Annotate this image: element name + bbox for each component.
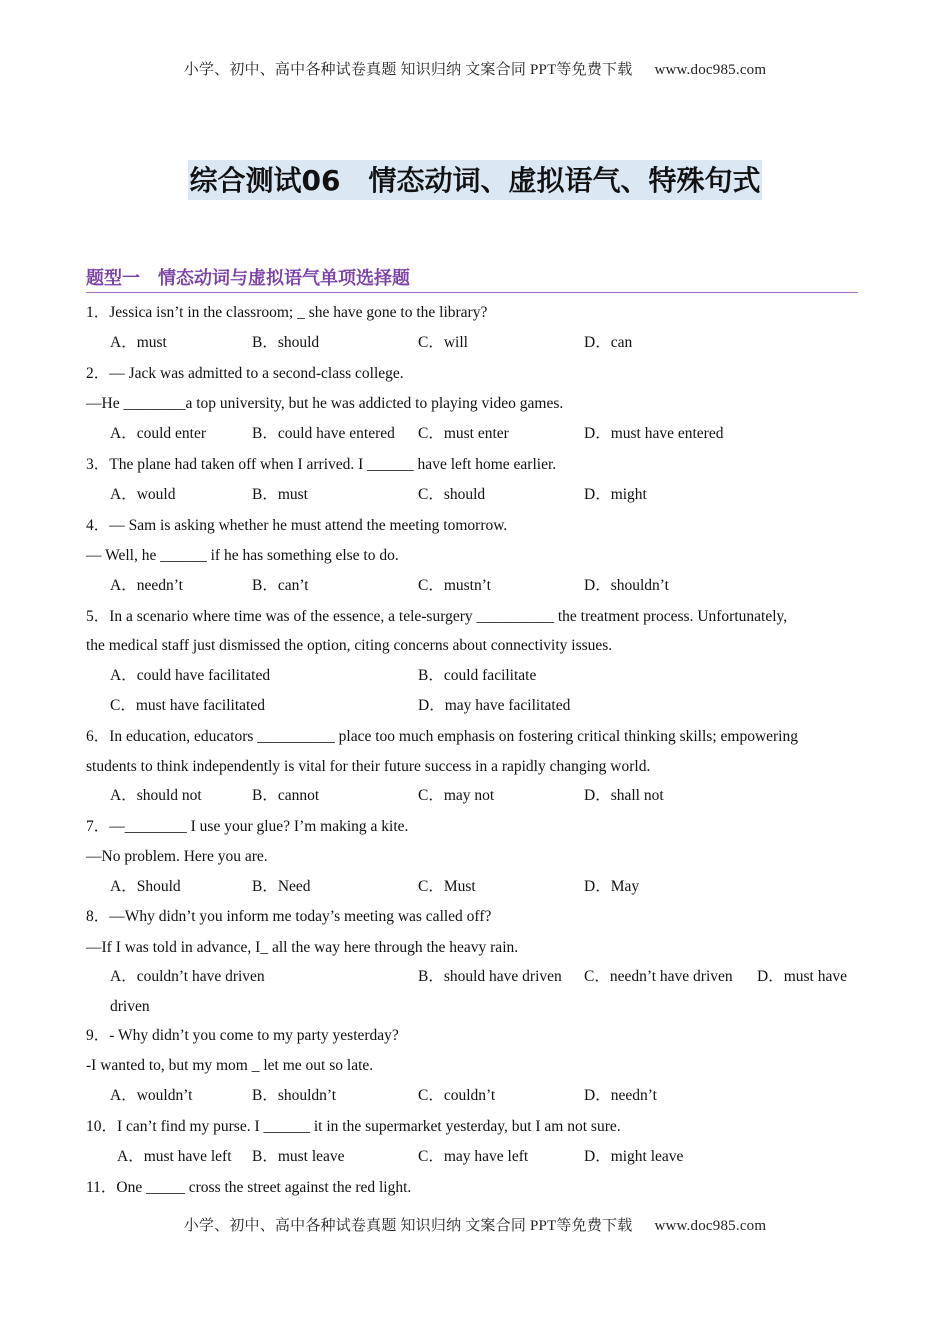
page-footer <box>0 1214 950 1235</box>
question-9-reply: -I wanted to, but my mom _ let me out so late. <box>86 1057 374 1074</box>
q2-option-c: C．must enter <box>418 425 509 442</box>
q5-option-d: D．may have facilitated <box>418 697 571 714</box>
q5-option-b: B．could facilitate <box>418 667 537 684</box>
q6-option-a: A．should not <box>110 787 202 804</box>
q2-option-d: D．must have entered <box>584 425 724 442</box>
q7-option-b: B．Need <box>252 878 311 895</box>
q10-option-b: B．must leave <box>252 1148 345 1165</box>
q4-option-d: D．shouldn’t <box>584 577 669 594</box>
q7-option-d: D．May <box>584 878 640 895</box>
q2-option-a: A．could enter <box>110 425 206 442</box>
question-8-stem: 8．—Why didn’t you inform me today’s meeting was called off? <box>86 908 492 925</box>
q10-option-c: C．may have left <box>418 1148 529 1165</box>
q3-option-a: A．would <box>110 486 176 503</box>
q9-option-d: D．needn’t <box>584 1087 657 1104</box>
q6-option-c: C．may not <box>418 787 495 804</box>
question-10-stem: 10．I can’t find my purse. I ______ it in the supermarket yesterday, but I am not sure. <box>86 1118 621 1135</box>
question-5-stem-cont: the medical staff just dismissed the option, citing concerns about connectivity issues. <box>86 637 613 654</box>
q10-option-d: D．might leave <box>584 1148 684 1165</box>
q8-option-b: B．should have driven <box>418 968 562 985</box>
q5-option-a: A．could have facilitated <box>110 667 271 684</box>
title-text: 综合测试06 情态动词、虚拟语气、特殊句式 <box>188 160 763 200</box>
q2-option-b: B．could have entered <box>252 425 395 442</box>
q9-option-b: B．shouldn’t <box>252 1087 337 1104</box>
question-6-stem: 6．In education, educators __________ place too much emphasis on fostering critical thinking skills; empowering <box>86 728 798 745</box>
section-heading: 题型一 情态动词与虚拟语气单项选择题 <box>86 264 858 293</box>
header-site: www.doc985.com <box>654 62 767 78</box>
question-7-reply: —No problem. Here you are. <box>86 848 268 865</box>
q7-option-a: A．Should <box>110 878 181 895</box>
question-7-stem: 7．—________ I use your glue? I’m making a kite. <box>86 818 409 835</box>
q4-option-a: A．needn’t <box>110 577 183 594</box>
page-header <box>0 58 950 79</box>
question-9-stem: 9．- Why didn’t you come to my party yesterday? <box>86 1027 399 1044</box>
q8-option-d-cont: driven <box>110 998 150 1015</box>
q8-option-d: D．must have <box>757 968 847 985</box>
q8-option-c: C．needn’t have driven <box>584 968 733 985</box>
page-title <box>0 160 950 200</box>
q6-option-b: B．cannot <box>252 787 320 804</box>
q3-option-b: B．must <box>252 486 308 503</box>
question-4-stem: 4．— Sam is asking whether he must attend the meeting tomorrow. <box>86 517 508 534</box>
q1-option-a: A．must <box>110 334 167 351</box>
q1-option-c: C．will <box>418 334 468 351</box>
q4-option-c: C．mustn’t <box>418 577 491 594</box>
q10-option-a: A．must have left <box>117 1148 232 1165</box>
footer-text: 小学、初中、高中各种试卷真题 知识归纳 文案合同 PPT等免费下载 <box>183 1218 633 1234</box>
q6-option-d: D．shall not <box>584 787 664 804</box>
question-3-stem: 3．The plane had taken off when I arrived. I ______ have left home earlier. <box>86 456 557 473</box>
q8-option-a: A．couldn’t have driven <box>110 968 265 985</box>
question-4-reply: — Well, he ______ if he has something else to do. <box>86 547 399 564</box>
question-8-reply: —If I was told in advance, I_ all the way here through the heavy rain. <box>86 939 519 956</box>
question-6-stem-cont: students to think independently is vital for their future success in a rapidly changing world. <box>86 758 651 775</box>
question-2-reply: —He ________a top university, but he was addicted to playing video games. <box>86 395 564 412</box>
q9-option-c: C．couldn’t <box>418 1087 496 1104</box>
question-1-stem: 1．Jessica isn’t in the classroom; _ she have gone to the library? <box>86 304 488 321</box>
q4-option-b: B．can’t <box>252 577 309 594</box>
question-5-stem: 5．In a scenario where time was of the essence, a tele-surgery __________ the treatment process. Unfortunately, <box>86 608 788 625</box>
q3-option-c: C．should <box>418 486 486 503</box>
question-11-stem: 11．One _____ cross the street against the red light. <box>86 1179 412 1196</box>
q7-option-c: C．Must <box>418 878 476 895</box>
q9-option-a: A．wouldn’t <box>110 1087 193 1104</box>
footer-site: www.doc985.com <box>654 1218 767 1234</box>
header-text: 小学、初中、高中各种试卷真题 知识归纳 文案合同 PPT等免费下载 <box>183 62 633 78</box>
q1-option-b: B．should <box>252 334 320 351</box>
question-2-stem: 2．— Jack was admitted to a second-class college. <box>86 365 404 382</box>
q3-option-d: D．might <box>584 486 647 503</box>
q1-option-d: D．can <box>584 334 633 351</box>
q5-option-c: C．must have facilitated <box>110 697 265 714</box>
